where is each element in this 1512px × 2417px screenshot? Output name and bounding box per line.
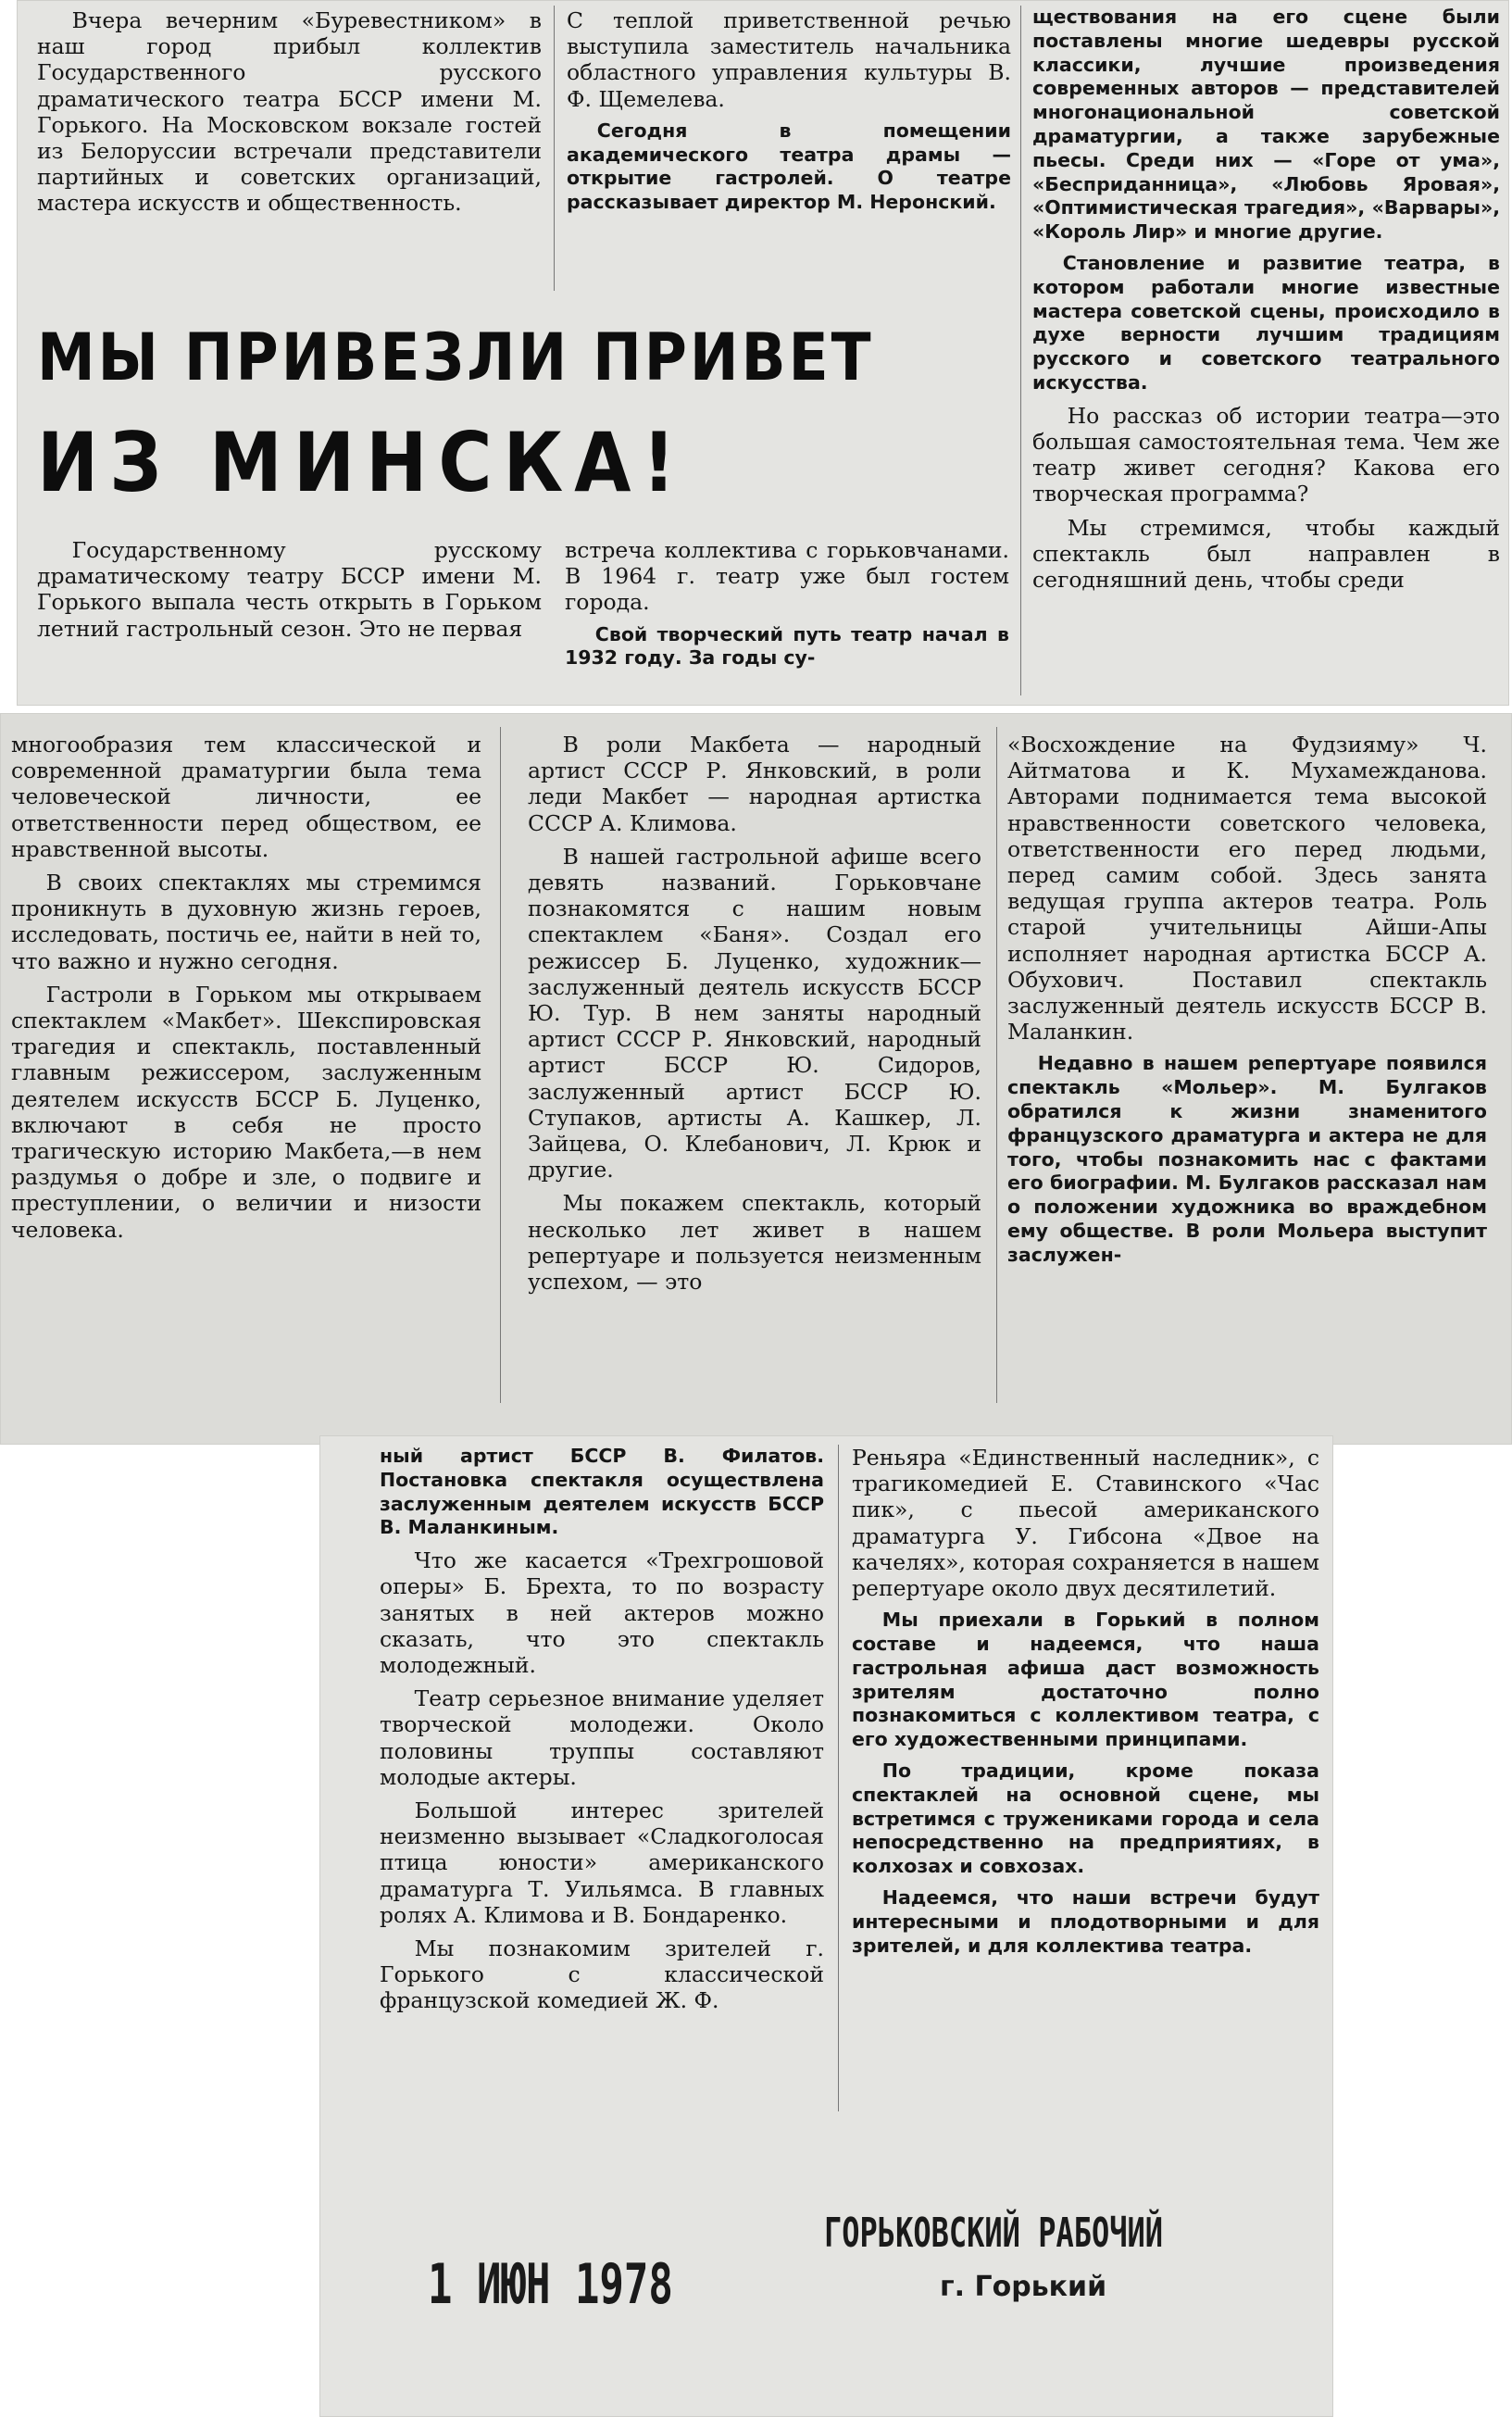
date-stamp: 1 ИЮН 1978	[428, 2253, 673, 2317]
closing-paragraph: По традиции, кроме показа спектаклей на основной сцене, мы встретимся с тружениками города и села непосредственно на предприятиях, в колхозах и совхозах.	[852, 1760, 1319, 1878]
history-paragraph: ществования на его сцене были поставлены многие шедевры русской классики, лучшие произведения современных авторов — представителей многонациональной советской драматургии, а также зарубежные пьесы. Среди них — «Горе от ума», «Бесприданница», «Любовь Яровая», «Оптимистическая трагедия», «Варвары», «Король Лир» и многие другие.	[1032, 6, 1500, 244]
closing-paragraph: Надеемся, что наши встречи будут интересными и плодотворными и для зрителей, и для коллектива театра.	[852, 1885, 1319, 1957]
opening-note: Сегодня в помещении академического театра драмы — открытие гастролей. О театре рассказывает директор М. Неронский.	[567, 119, 1011, 214]
article-headline-line-1: МЫ ПРИВЕЗЛИ ПРИВЕТ	[37, 319, 874, 395]
newspaper-stamp: ГОРЬКОВСКИЙ РАБОЧИЙ	[824, 2209, 1164, 2257]
bottom-column-1	[380, 1445, 824, 2111]
intro-paragraph: Вчера вечерним «Буревестником» в наш город прибыл коллектив Государственного русского драматического театра БССР имени М. Горького. На Московском вокзале гостей из Белоруссии встречали представители партийных и советских организаций, мастера искусств и общественность.	[37, 7, 542, 217]
history-paragraph: Становление и развитие театра, в котором работали многие известные мастера советской сцены, происходило в духе верности лучшим традициям русского и советского театрального искусства.	[1032, 251, 1500, 394]
body-paragraph: В роли Макбета — народный артист СССР Р. Янковский, в роли леди Макбет — народная артистка СССР А. Климова.	[528, 732, 981, 836]
body-paragraph: Театр серьезное внимание уделяет творческой молодежи. Около половины труппы составляют молодые актеры.	[380, 1685, 824, 1790]
intro-column-1	[37, 7, 542, 294]
body-paragraph: Реньяра «Единственный наследник», с трагикомедией Е. Ставинского «Час пик», с пьесой американского драматурга У. Гибсона «Двое на качелях», которая сохраняется в нашем репертуаре около двух десятилетий.	[852, 1445, 1319, 1602]
moliere-paragraph: Недавно в нашем репертуаре появился спектакль «Мольер». М. Булгаков обратился к жизни знаменитого французского драматурга и актера не для того, чтобы познакомить нас с фактами его биографии. М. Булгаков рассказал нам о положении художника во враждебном ему обществе. В роли Мольера выступит заслужен-	[1007, 1052, 1487, 1266]
body-paragraph: встреча коллектива с горьковчанами. В 1964 г. театр уже был гостем города.	[565, 537, 1009, 616]
body-paragraph: Гастроли в Горьком мы открываем спектаклем «Макбет». Шекспировская трагедия и спектакль, поставленный главным режиссером, заслуженным деятелем искусств БССР Б. Луценко, включают в себя не просто трагическую историю Макбета,—в нем раздумья о добре и зле, о подвиге и преступлении, о величии и низости человека.	[11, 981, 481, 1243]
bottom-column-2	[852, 1445, 1319, 2111]
history-note: Свой творческий путь театр начал в 1932 году. За годы су-	[565, 622, 1009, 670]
filatov-paragraph: ный артист БССР В. Филатов. Постановка спектакля осуществлена заслуженным деятелем искусств БССР В. Маланкиным.	[380, 1445, 824, 1539]
right-column	[1032, 6, 1500, 698]
body-paragraph: Большой интерес зрителей неизменно вызывает «Сладкоголосая птица юности» американского драматурга Т. Уильямса. В главных ролях А. Климова и В. Бондаренко.	[380, 1797, 824, 1928]
middle-column-2	[528, 732, 981, 1403]
body-paragraph: Мы покажем спектакль, который несколько лет живет в нашем репертуаре и пользуется неизменным успехом, — это	[528, 1190, 981, 1296]
column-divider	[1020, 6, 1021, 695]
body-paragraph: В своих спектаклях мы стремимся проникнуть в духовную жизнь героев, исследовать, постичь ее, найти в ней то, что важно и нужно сегодня.	[11, 870, 481, 974]
body-paragraph: «Восхождение на Фудзияму» Ч. Айтматова и К. Мухамеждановa. Авторами поднимается тема высокой нравственности советского человека, ответственности его перед людьми, перед самим собой. Здесь занята ведущая группа актеров театра. Роль старой учительницы Айши-Апы исполняет народная артистка БССР А. Обухович. Поставил спектакль заслуженный деятель искусств БССР В. Маланкин.	[1007, 732, 1487, 1046]
column-divider	[838, 1445, 839, 2111]
body-paragraph: Государственному русскому драматическому театру БССР имени М. Горького выпала честь открыть в Горьком летний гастрольный сезон. Это не первая	[37, 537, 542, 642]
body-paragraph: многообразия тем классической и современной драматургии была тема человеческой личности, ее ответственности перед обществом, ее нравственной высоты.	[11, 732, 481, 862]
city-stamp: г. Горький	[940, 2271, 1107, 2303]
middle-column-3	[1007, 732, 1487, 1403]
closing-paragraph: Мы приехали в Горький в полном составе и надеемся, что наша гастрольная афиша даст возможность зрителям достаточно полно познакомиться с коллективом театра, с его художественными принципами.	[852, 1609, 1319, 1751]
greeting-paragraph: С теплой приветственной речью выступила заместитель начальника областного управления культуры В. Ф. Щемелева.	[567, 7, 1011, 112]
body-paragraph: В нашей гастрольной афише всего девять названий. Горьковчане познакомятся с нашим новым спектаклем «Баня». Создал его режиссер Б. Луценко, художник—заслуженный деятель искусств БССР Ю. Тур. В нем заняты народный артист СССР Р. Янковский, народный артист БССР Ю. Сидоров, заслуженный артист БССР Ю. Ступаков, артисты А. Кашкер, Л. Зайцева, О. Клебанович, Л. Крюк и другие.	[528, 843, 981, 1183]
intro-column-2	[567, 7, 1011, 294]
column-divider	[554, 6, 555, 291]
article-headline-line-2: ИЗ МИНСКА!	[37, 415, 687, 510]
middle-column-1	[11, 732, 481, 1403]
body-column-1	[37, 537, 542, 699]
body-paragraph: Мы стремимся, чтобы каждый спектакль был направлен в сегодняшний день, чтобы среди	[1032, 514, 1500, 593]
column-divider	[500, 727, 501, 1403]
body-paragraph: Что же касается «Трехгрошовой оперы» Б. Брехта, то по возрасту занятых в ней актеров можно сказать, что это спектакль молодежный.	[380, 1547, 824, 1678]
column-divider	[996, 727, 997, 1403]
body-paragraph: Мы познакомим зрителей г. Горького с классической французской комедией Ж. Ф.	[380, 1935, 824, 2014]
body-column-2	[565, 537, 1009, 699]
body-paragraph: Но рассказ об истории театра—это большая самостоятельная тема. Чем же театр живет сегодня? Какова его творческая программа?	[1032, 402, 1500, 507]
